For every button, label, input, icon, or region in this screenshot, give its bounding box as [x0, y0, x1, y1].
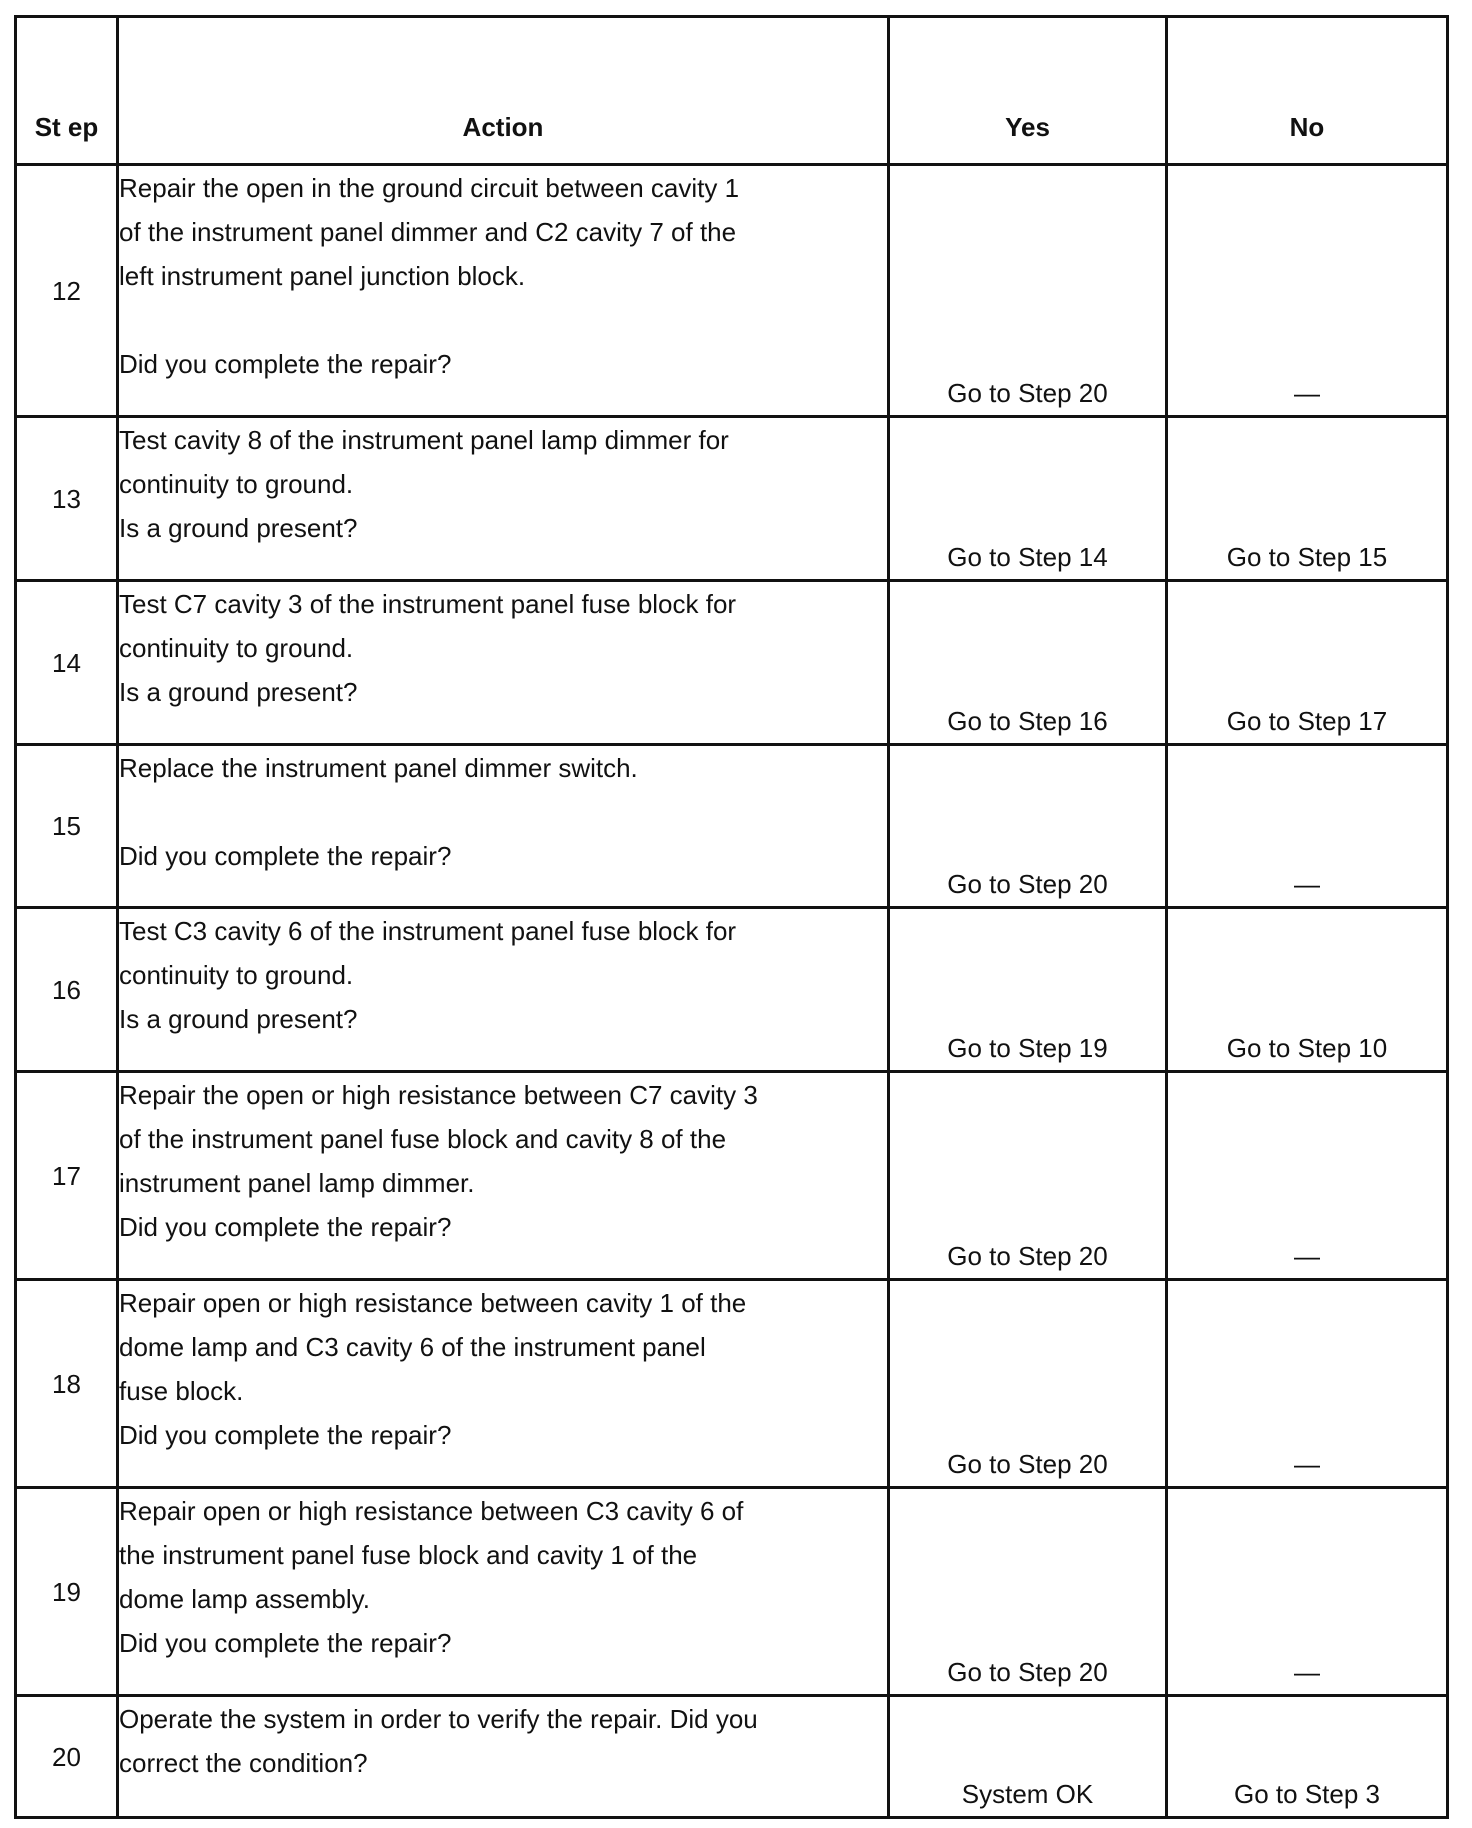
yes-result: Go to Step 20 [889, 1488, 1167, 1696]
table-body [16, 165, 1448, 1818]
yes-result: Go to Step 14 [889, 417, 1167, 581]
step-number: 19 [16, 1488, 118, 1696]
action-line: Did you complete the repair? [119, 1420, 452, 1450]
no-result: — [1167, 745, 1448, 908]
action-line: Operate the system in order to verify the repair. Did you [119, 1704, 758, 1734]
step-number: 17 [16, 1072, 118, 1280]
step-number: 16 [16, 908, 118, 1072]
header-row [16, 17, 1448, 165]
action-line: continuity to ground. [119, 469, 354, 499]
no-result: Go to Step 3 [1167, 1696, 1448, 1818]
no-result: — [1167, 165, 1448, 417]
step-number: 15 [16, 745, 118, 908]
action-line: dome lamp and C3 cavity 6 of the instrument panel [119, 1332, 706, 1362]
action-line: Did you complete the repair? [119, 1212, 452, 1242]
action-cell [118, 1280, 889, 1488]
table-row [16, 908, 1448, 1072]
action-line: the instrument panel fuse block and cavity 1 of the [119, 1540, 698, 1570]
step-header: St ep [16, 17, 118, 165]
action-line: Test cavity 8 of the instrument panel lamp dimmer for [119, 425, 729, 455]
action-line: Is a ground present? [119, 677, 358, 707]
action-cell [118, 1072, 889, 1280]
action-line: continuity to ground. [119, 633, 354, 663]
no-result: — [1167, 1280, 1448, 1488]
action-cell [118, 908, 889, 1072]
action-line: of the instrument panel dimmer and C2 cavity 7 of the [119, 217, 737, 247]
step-number: 20 [16, 1696, 118, 1818]
step-number: 18 [16, 1280, 118, 1488]
action-spacer [119, 790, 887, 834]
yes-result: Go to Step 19 [889, 908, 1167, 1072]
action-line: continuity to ground. [119, 960, 354, 990]
action-cell [118, 1696, 889, 1818]
action-cell [118, 581, 889, 745]
action-line: Is a ground present? [119, 1004, 358, 1034]
table-row [16, 417, 1448, 581]
action-cell [118, 745, 889, 908]
step-number: 13 [16, 417, 118, 581]
action-cell [118, 417, 889, 581]
table-row [16, 1488, 1448, 1696]
no-result: — [1167, 1488, 1448, 1696]
action-header: Action [118, 17, 889, 165]
yes-header: Yes [889, 17, 1167, 165]
no-header: No [1167, 17, 1448, 165]
yes-result: Go to Step 20 [889, 745, 1167, 908]
table-row [16, 581, 1448, 745]
action-cell [118, 165, 889, 417]
yes-result: Go to Step 20 [889, 1280, 1167, 1488]
yes-result: Go to Step 20 [889, 165, 1167, 417]
action-line: Repair the open in the ground circuit between cavity 1 [119, 173, 740, 203]
no-result: Go to Step 17 [1167, 581, 1448, 745]
action-line: Repair open or high resistance between cavity 1 of the [119, 1288, 747, 1318]
action-cell [118, 1488, 889, 1696]
no-result: Go to Step 15 [1167, 417, 1448, 581]
action-line: of the instrument panel fuse block and cavity 8 of the [119, 1124, 727, 1154]
table-row [16, 1280, 1448, 1488]
no-result: Go to Step 10 [1167, 908, 1448, 1072]
yes-result: Go to Step 20 [889, 1072, 1167, 1280]
action-line: instrument panel lamp dimmer. [119, 1168, 475, 1198]
action-line: Test C3 cavity 6 of the instrument panel fuse block for [119, 916, 737, 946]
action-line: Test C7 cavity 3 of the instrument panel fuse block for [119, 589, 737, 619]
table-row [16, 1072, 1448, 1280]
diagnostic-table [14, 15, 1449, 1819]
action-line: fuse block. [119, 1376, 244, 1406]
table-row [16, 165, 1448, 417]
step-number: 12 [16, 165, 118, 417]
action-line: Repair open or high resistance between C3 cavity 6 of [119, 1496, 744, 1526]
yes-result: Go to Step 16 [889, 581, 1167, 745]
action-line: Did you complete the repair? [119, 1628, 452, 1658]
action-line: Did you complete the repair? [119, 349, 452, 379]
action-line: dome lamp assembly. [119, 1584, 370, 1614]
table-row [16, 1696, 1448, 1818]
action-line: Did you complete the repair? [119, 841, 452, 871]
action-line: left instrument panel junction block. [119, 261, 526, 291]
table-row [16, 745, 1448, 908]
no-result: — [1167, 1072, 1448, 1280]
action-line: Is a ground present? [119, 513, 358, 543]
yes-result: System OK [889, 1696, 1167, 1818]
action-line: Repair the open or high resistance between C7 cavity 3 [119, 1080, 758, 1110]
step-number: 14 [16, 581, 118, 745]
action-line: Replace the instrument panel dimmer switch. [119, 753, 638, 783]
action-line: correct the condition? [119, 1748, 368, 1778]
action-spacer [119, 298, 887, 342]
